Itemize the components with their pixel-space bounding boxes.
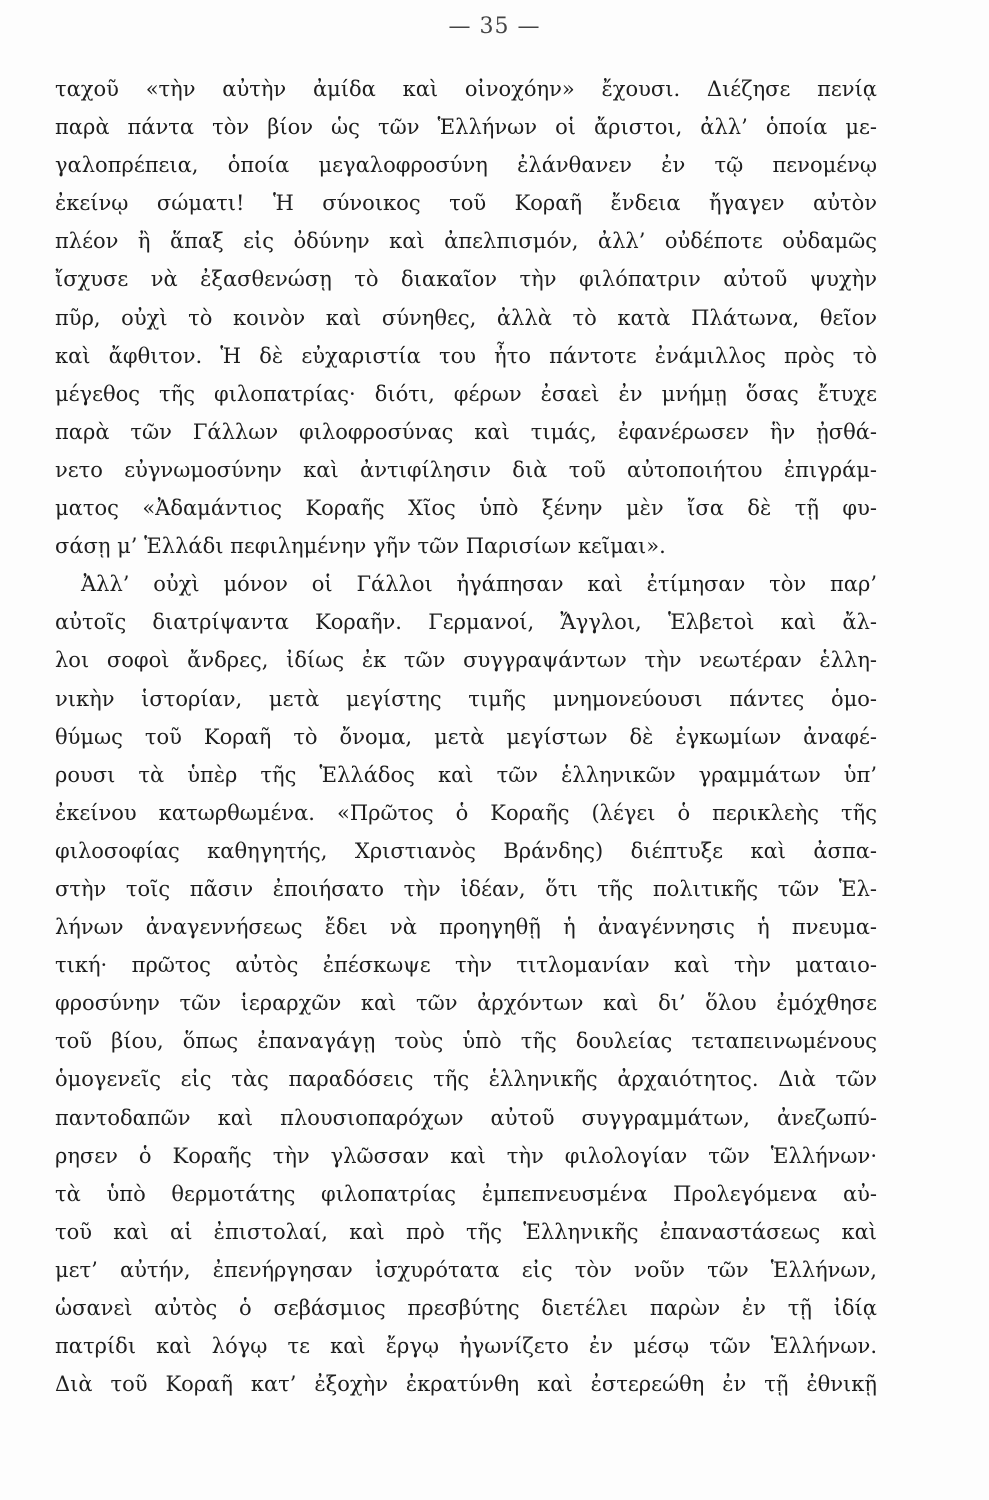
text-line: τὰ ὑπὸ θερμοτάτης φιλοπατρίας ἐμπεπνευσμένα Προλεγόμενα αὐ- bbox=[55, 1181, 877, 1206]
text-line: πῦρ, οὐχὶ τὸ κοινὸν καὶ σύνηθες, ἀλλὰ τὸ κατὰ Πλάτωνα, θεῖον bbox=[55, 305, 877, 330]
text-line: αὐτοῖς διατρίψαντα Κοραῆν. Γερμανοί, Ἄγγλοι, Ἑλβετοὶ καὶ ἄλ- bbox=[55, 610, 877, 635]
text-line: μετ’ αὐτήν, ἐπενήργησαν ἰσχυρότατα εἰς τὸν νοῦν τῶν Ἑλλήνων, bbox=[55, 1257, 877, 1282]
text-line: πατρίδι καὶ λόγῳ τε καὶ ἔργῳ ἠγωνίζετο ἐν μέσῳ τῶν Ἑλλήνων. bbox=[55, 1334, 877, 1359]
page-text bbox=[55, 70, 877, 1403]
text-line: ἐκείνου κατωρθωμένα. «Πρῶτος ὁ Κοραῆς (λέγει ὁ περικλεὴς τῆς bbox=[55, 800, 877, 825]
text-line: καὶ ἄφθιτον. Ἡ δὲ εὐχαριστία του ἦτο πάντοτε ἐνάμιλλος πρὸς τὸ bbox=[55, 343, 877, 368]
text-line: φροσύνην τῶν ἱεραρχῶν καὶ τῶν ἀρχόντων καὶ δι’ ὅλου ἐμόχθησε bbox=[55, 991, 877, 1016]
text-line: ὡσανεὶ αὐτὸς ὁ σεβάσμιος πρεσβύτης διετέλει παρὼν ἐν τῇ ἰδίᾳ bbox=[55, 1296, 877, 1320]
text-line: τική· πρῶτος αὐτὸς ἐπέσκωψε τὴν τιτλομανίαν καὶ τὴν ματαιο- bbox=[55, 953, 877, 978]
text-line: ματος «Ἀδαμάντιος Κοραῆς Χῖος ὑπὸ ξένην μὲν ἴσα δὲ τῇ φυ- bbox=[55, 496, 877, 521]
text-line: ρησεν ὁ Κοραῆς τὴν γλῶσσαν καὶ τὴν φιλολογίαν τῶν Ἑλλήνων· bbox=[55, 1143, 877, 1168]
text-line: θύμως τοῦ Κοραῆ τὸ ὄνομα, μετὰ μεγίστων δὲ ἐγκωμίων ἀναφέ- bbox=[55, 724, 877, 749]
text-line: πλέον ἢ ἅπαξ εἰς ὀδύνην καὶ ἀπελπισμόν, ἀλλ’ οὐδέποτε οὐδαμῶς bbox=[55, 229, 877, 254]
text-line: λήνων ἀναγεννήσεως ἔδει νὰ προηγηθῇ ἡ ἀναγέννησις ἡ πνευμα- bbox=[55, 915, 877, 940]
text-line: παρὰ τῶν Γάλλων φιλοφροσύνας καὶ τιμάς, ἐφανέρωσεν ἣν ᾐσθά- bbox=[55, 419, 877, 444]
text-line: νικὴν ἱστορίαν, μετὰ μεγίστης τιμῆς μνημονεύουσι πάντες ὁμο- bbox=[55, 686, 877, 711]
text-line: ἐκείνῳ σώματι! Ἡ σύνοικος τοῦ Κοραῆ ἔνδεια ἤγαγεν αὐτὸν bbox=[55, 191, 877, 216]
page-number: — 35 — bbox=[448, 14, 541, 39]
text-line: Διὰ τοῦ Κοραῆ κατ’ ἐξοχὴν ἐκρατύνθη καὶ ἐστερεώθη ἐν τῇ ἐθνικῇ bbox=[55, 1372, 877, 1397]
text-line: ἴσχυσε νὰ ἐξασθενώσῃ τὸ διακαῖον τὴν φιλόπατριν αὐτοῦ ψυχὴν bbox=[55, 267, 877, 292]
text-line: γαλοπρέπεια, ὁποία μεγαλοφροσύνη ἐλάνθανεν ἐν τῷ πενομένῳ bbox=[55, 153, 877, 178]
text-line: παντοδαπῶν καὶ πλουσιοπαρόχων αὐτοῦ συγγραμμάτων, ἀνεζωπύ- bbox=[55, 1105, 877, 1130]
text-line: στὴν τοῖς πᾶσιν ἐποιήσατο τὴν ἰδέαν, ὅτι τῆς πολιτικῆς τῶν Ἑλ- bbox=[55, 876, 877, 901]
text-line: ὁμογενεῖς εἰς τὰς παραδόσεις τῆς ἑλληνικῆς ἀρχαιότητος. Διὰ τῶν bbox=[55, 1067, 877, 1092]
text-line: παρὰ πάντα τὸν βίον ὡς τῶν Ἑλλήνων οἱ ἄριστοι, ἀλλ’ ὁποία με- bbox=[55, 115, 877, 140]
text-line: λοι σοφοὶ ἄνδρες, ἰδίως ἐκ τῶν συγγραψάντων τὴν νεωτέραν ἑλλη- bbox=[55, 648, 877, 673]
text-line: μέγεθος τῆς φιλοπατρίας· διότι, φέρων ἐσαεὶ ἐν μνήμῃ ὅσας ἔτυχε bbox=[55, 381, 877, 406]
text-line: νετο εὐγνωμοσύνην καὶ ἀντιφίλησιν διὰ τοῦ αὐτοποιήτου ἐπιγράμ- bbox=[55, 457, 877, 482]
text-line: ταχοῦ «τὴν αὐτὴν ἀμίδα καὶ οἰνοχόην» ἔχουσι. Διέζησε πενίᾳ bbox=[55, 77, 877, 101]
text-line: τοῦ βίου, ὅπως ἐπαναγάγῃ τοὺς ὑπὸ τῆς δουλείας τεταπεινωμένους bbox=[55, 1029, 877, 1054]
text-line: σάσῃ μ’ Ἑλλάδι πεφιλημένην γῆν τῶν Παρισίων κεῖμαι». bbox=[55, 534, 666, 559]
text-line: Ἀλλ’ οὐχὶ μόνον οἱ Γάλλοι ἠγάπησαν καὶ ἐτίμησαν τὸν παρ’ bbox=[81, 572, 877, 597]
text-line: τοῦ καὶ αἱ ἐπιστολαί, καὶ πρὸ τῆς Ἑλληνικῆς ἐπαναστάσεως καὶ bbox=[55, 1219, 877, 1244]
text-line: φιλοσοφίας καθηγητής, Χριστιανὸς Βράνδης) διέπτυξε καὶ ἀσπα- bbox=[55, 838, 877, 863]
text-line: ρουσι τὰ ὑπὲρ τῆς Ἑλλάδος καὶ τῶν ἑλληνικῶν γραμμάτων ὑπ’ bbox=[55, 762, 877, 787]
